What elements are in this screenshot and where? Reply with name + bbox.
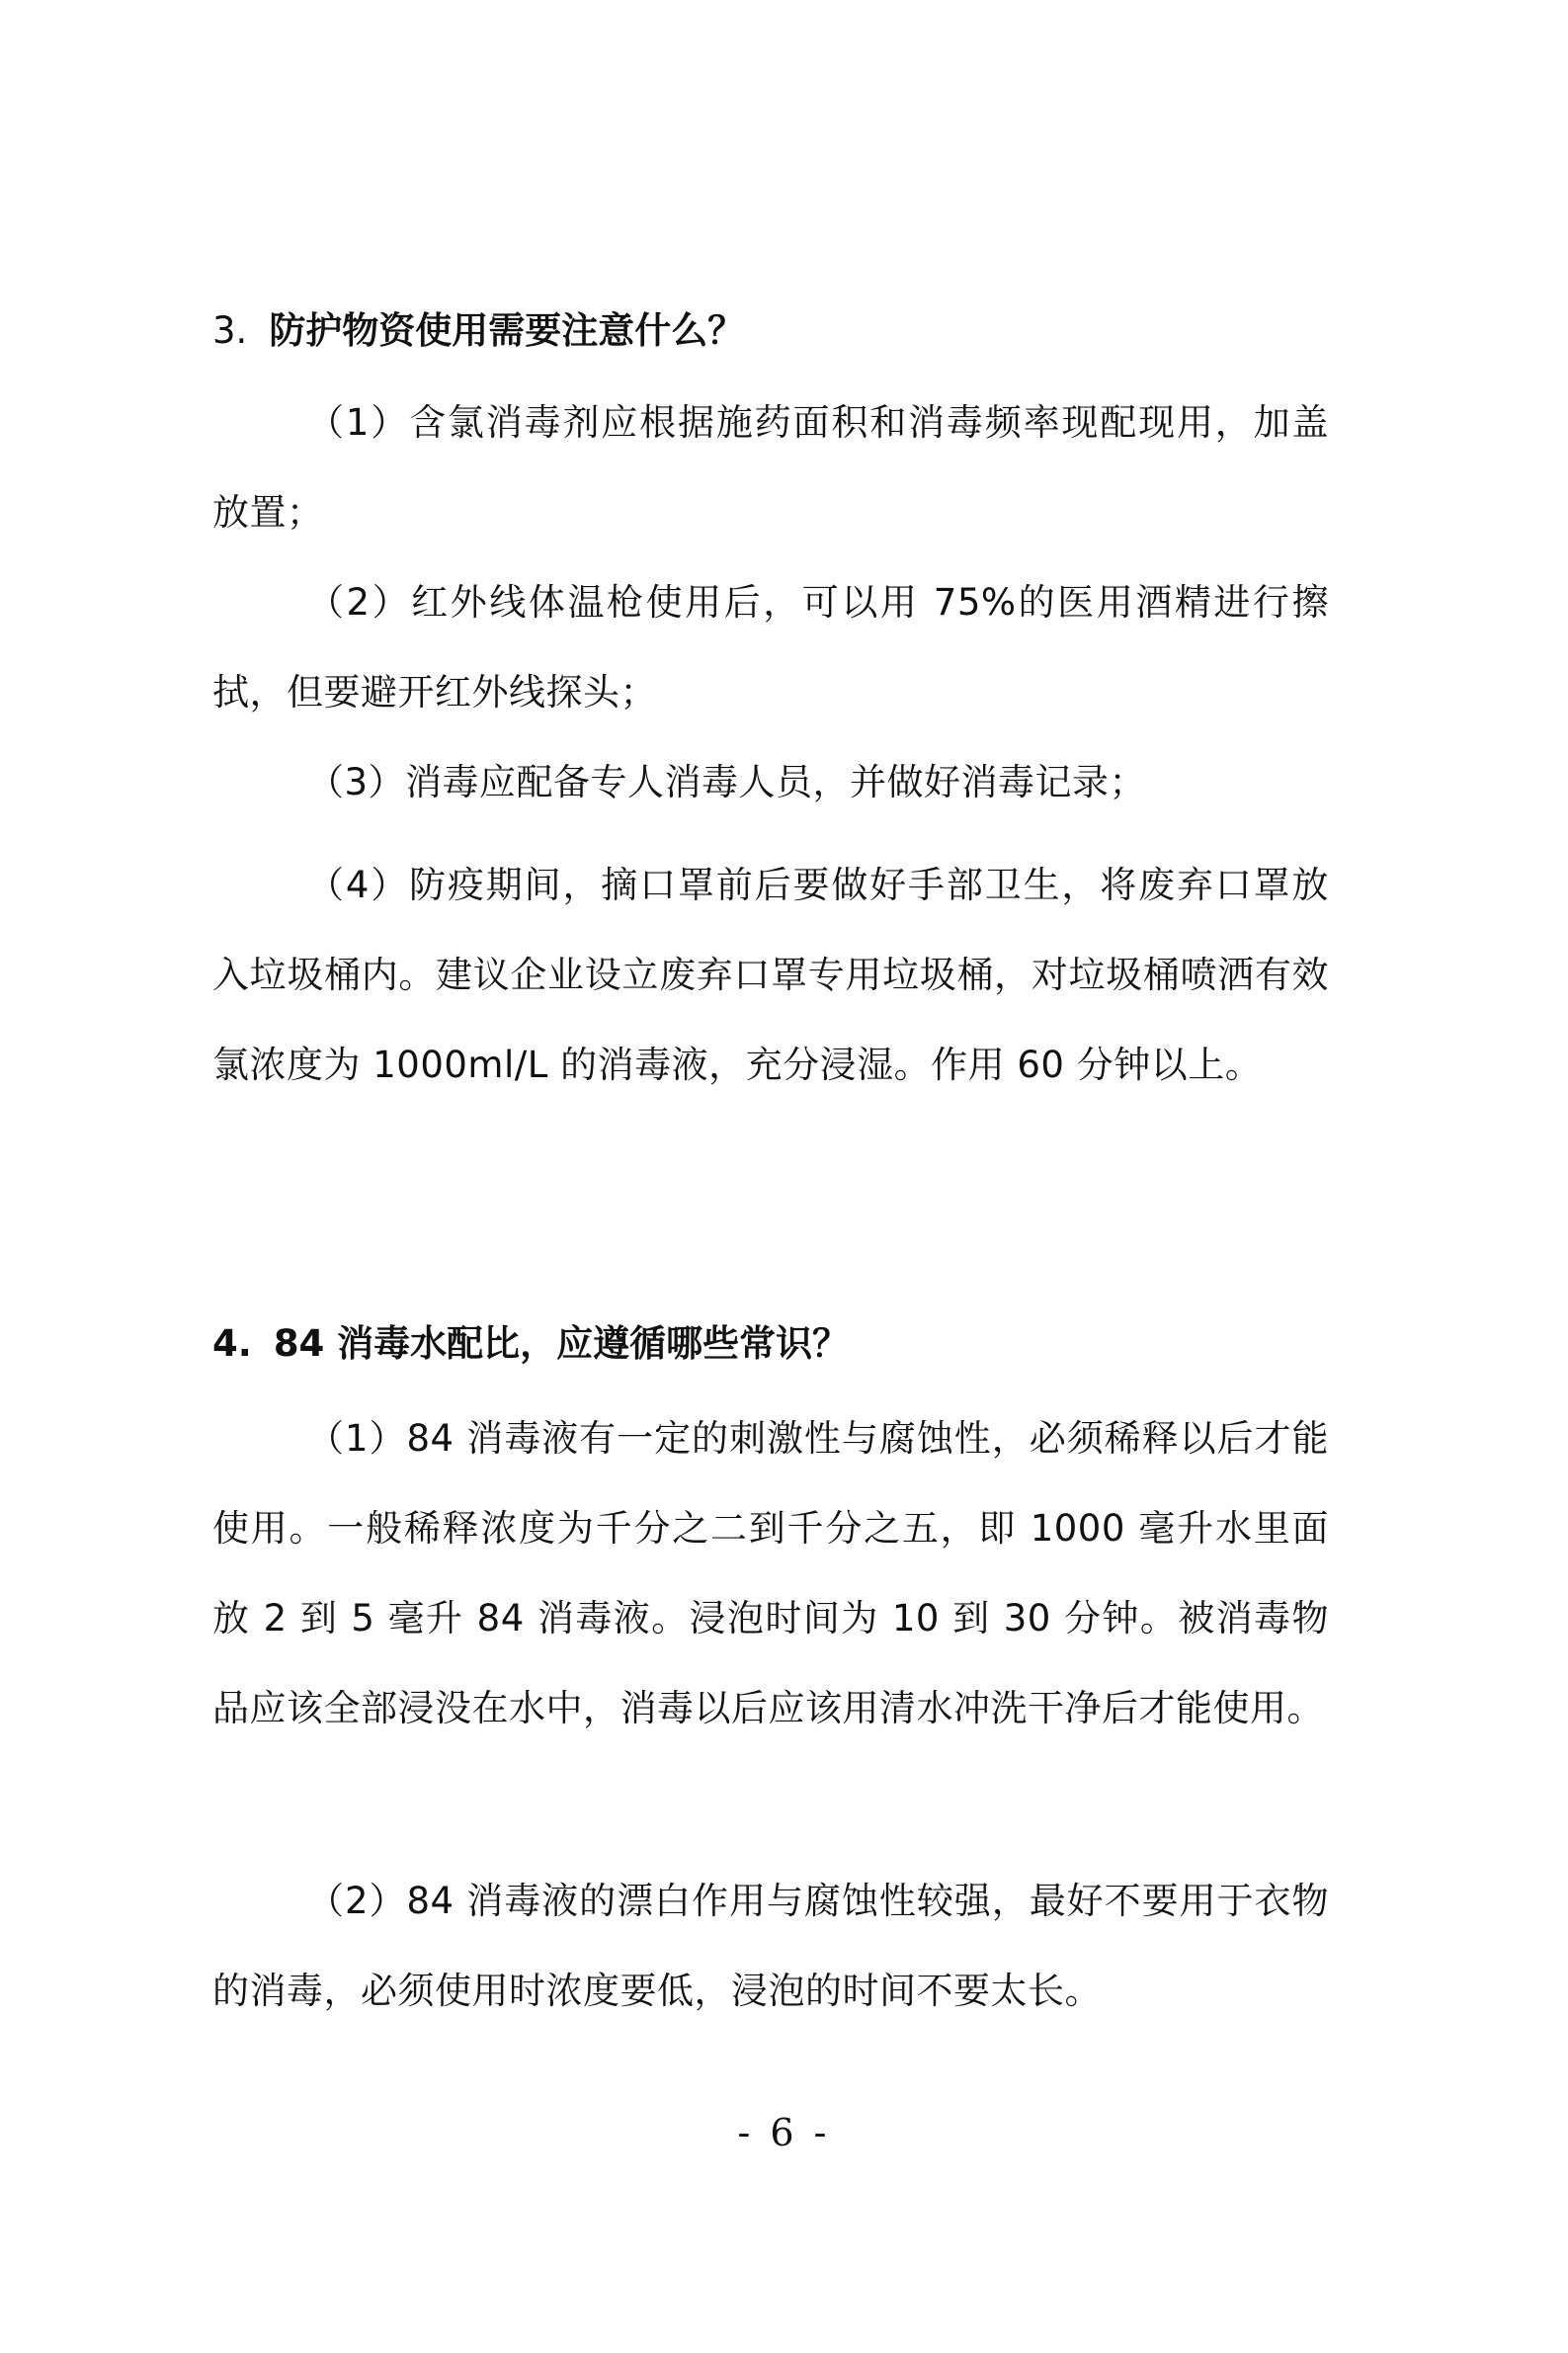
page-number: - 6 - [737, 2111, 831, 2154]
section-3-heading [212, 301, 744, 361]
section-4-paragraph-2: （2）84 消毒液的漂白作用与腐蚀性较强，最好不要用于衣物的消毒，必须使用时浓度要低，浸泡的时间不要太长。 [212, 1880, 1329, 2012]
section-3-paragraph-3: （3）消毒应配备专人消毒人员，并做好消毒记录； [307, 761, 1147, 803]
section-3-paragraph-1: （1）含氯消毒剂应根据施药面积和消毒频率现配现用，加盖放置； [212, 401, 1329, 534]
section-4-paragraph-1: （1）84 消毒液有一定的刺激性与腐蚀性，必须稀释以后才能使用。一般稀释浓度为千分之二到千分之五，即 1000 毫升水里面放 2 到 5 毫升 84 消毒液。浸泡时间为 10 到 30 分钟。被消毒物品应该全部浸没在水中，消毒以后应该用清水冲洗干净后才能使用。 [212, 1417, 1329, 1729]
section-3-title: 防护物资使用需要注意什么？ [269, 309, 745, 352]
section-3-number: 3. [212, 309, 248, 352]
section-3-paragraph-2: （2）红外线体温枪使用后，可以用 75%的医用酒精进行擦拭，但要避开红外线探头； [212, 581, 1329, 714]
section-4-heading [212, 1314, 849, 1374]
section-4-title: 84 消毒水配比，应遵循哪些常识？ [273, 1322, 850, 1365]
section-4-number: 4. [212, 1322, 252, 1365]
section-3-paragraph-4: （4）防疫期间，摘口罩前后要做好手部卫生，将废弃口罩放入垃圾桶内。建议企业设立废弃口罩专用垃圾桶，对垃圾桶喷洒有效氯浓度为 1000ml/L 的消毒液，充分浸湿。作用 60 分钟以上。 [212, 864, 1329, 1086]
